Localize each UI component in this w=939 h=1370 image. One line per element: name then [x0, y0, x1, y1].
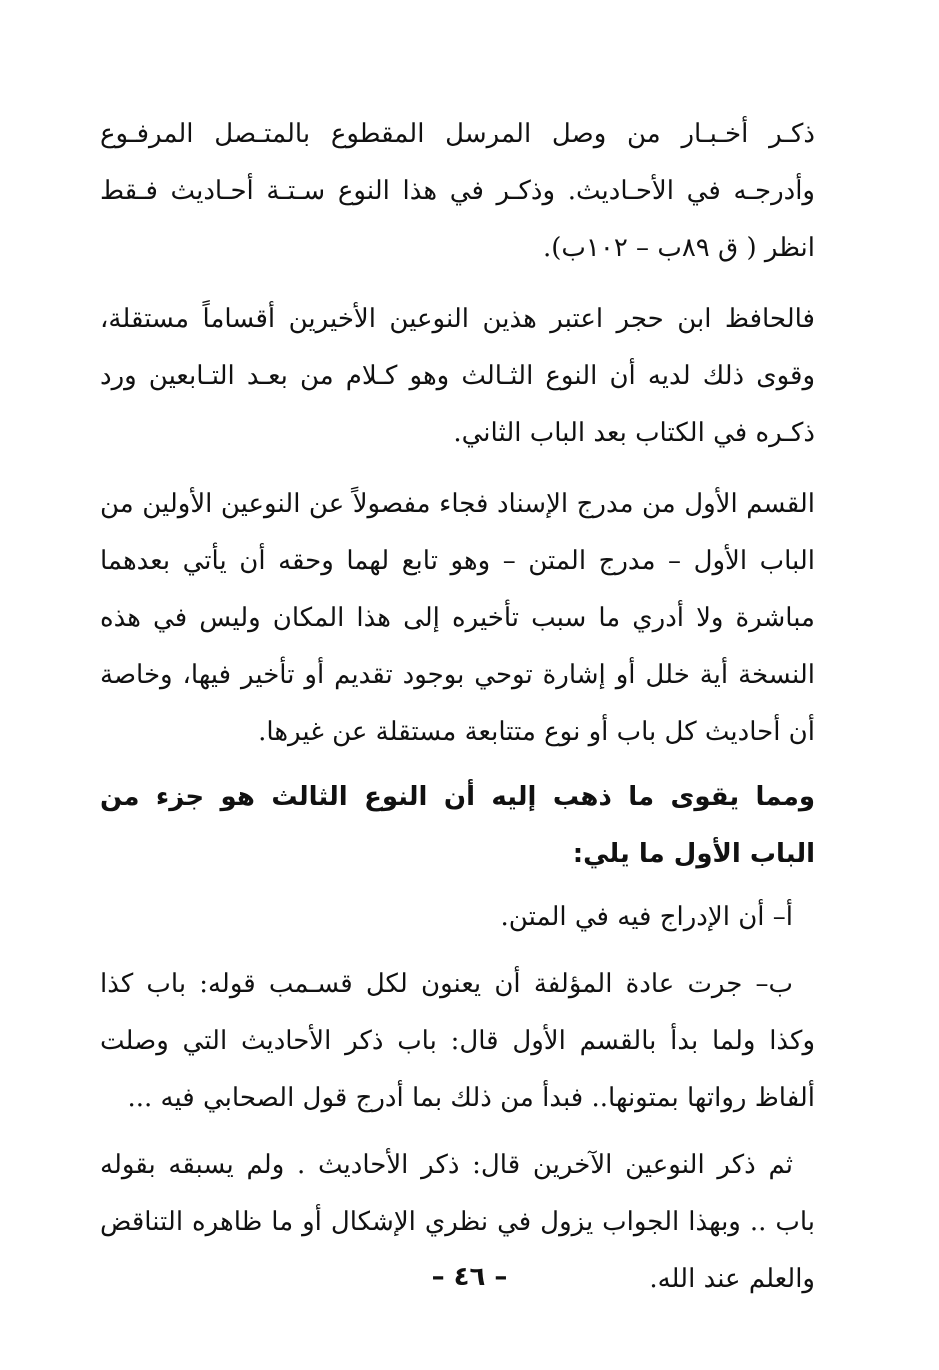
- page-body: [100, 106, 815, 1308]
- paragraph-1: ذكـر أخـبـار من وصل المرسل المقطوع بالمتـصل المرفـوع وأدرجـه في الأحـاديث. وذكـر في هذا النوع سـتـة أحـاديث فـقط انظر ( ق ٨٩ب – ١٠٢ب).: [100, 119, 815, 263]
- list-item-alif: أ– أن الإدراج فيه في المتن.: [500, 902, 793, 932]
- paragraph-2: فالحافظ ابن حجر اعتبر هذين النوعين الأخيرين أقساماً مستقلة، وقوى ذلك لديه أن النوع الثـالث وهو كـلام من بعـد التـابعين ورد ذكـره في الكتاب بعد الباب الثاني.: [100, 304, 815, 448]
- paragraph-final: ثم ذكر النوعين الآخرين قال: ذكر الأحاديث . ولم يسبقه بقوله باب .. وبهذا الجواب يزول في نظري الإشكال أو ما ظاهره التناقض والعلم عند الله.: [100, 1150, 815, 1294]
- paragraph-bold-heading: ومما يقوى ما ذهب إليه أن النوع الثالث هو جزء من الباب الأول ما يلي:: [100, 782, 815, 869]
- paragraph-3: القسم الأول من مدرج الإسناد فجاء مفصولاً عن النوعين الأولين من الباب الأول – مدرج المتن – وهو تابع لهما وحقه أن يأتي بعدهما مباشرة ولا أدري ما سبب تأخيره إلى هذا المكان وليس في هذه النسخة أية خلل أو إشارة توحي بوجود تقديم أو تأخير فيها، وخاصة أن أحاديث كل باب أو نوع متتابعة مستقلة عن غيرها.: [100, 489, 816, 747]
- page-number: – ٤٦ –: [431, 1262, 508, 1292]
- list-item-ba: ب– جرت عادة المؤلفة أن يعنون لكل قسـمب قوله: باب كذا وكذا ولما بدأ بالقسم الأول قال: باب ذكر الأحاديث التي وصلت ألفاظ رواتها بمتونها.. فبدأ من ذلك بما أدرج قول الصحابي فيه ...: [100, 969, 815, 1113]
